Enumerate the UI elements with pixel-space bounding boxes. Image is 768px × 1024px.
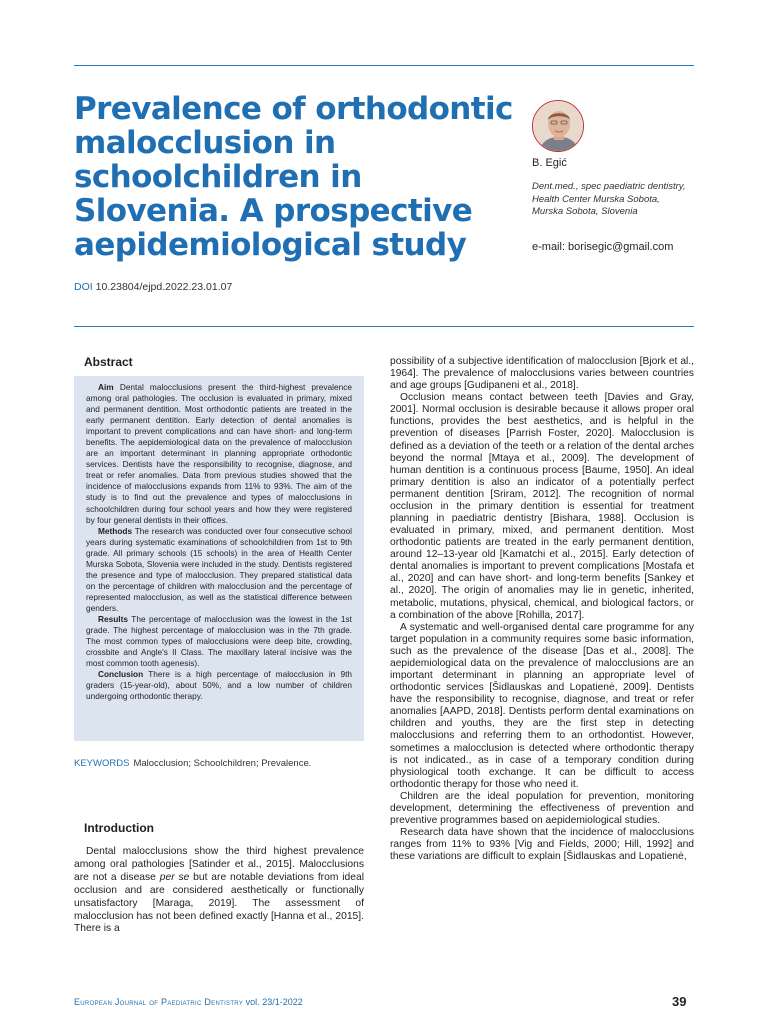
- keywords-label: KEYWORDS: [74, 758, 130, 769]
- volume: 23/1-2022: [262, 997, 303, 1007]
- methods-label: Methods: [98, 525, 133, 536]
- right-column: [390, 356, 694, 863]
- doi[interactable]: [74, 281, 232, 293]
- footer-journal: [74, 997, 303, 1007]
- body-paragraph: Children are the ideal population for prevention, monitoring development, determining the effectiveness of prevention and preventive programmes based on aepidemiological studies.: [390, 790, 694, 826]
- affiliation-line: Murska Sobota, Slovenia: [532, 206, 638, 217]
- journal-name: European Journal of Paediatric Dentistry: [74, 997, 244, 1007]
- introduction-title: Introduction: [84, 821, 154, 835]
- author-email[interactable]: e-mail: borisegic@gmail.com: [532, 241, 674, 253]
- abstract-aim: [86, 382, 352, 526]
- affiliation-line: Dent.med., spec paediatric dentistry,: [532, 181, 686, 192]
- author-affiliation: [532, 181, 685, 219]
- volume-prefix: vol.: [245, 997, 260, 1007]
- abstract-methods: [86, 526, 352, 614]
- article-title: Prevalence of orthodontic malocclusion in schoolchildren in Slovenia. A prospective aepidemiological study: [74, 91, 513, 263]
- author-name: B. Egić: [532, 157, 567, 169]
- intro-text-b: but are notable deviations from ideal occlusion and are considered aesthetically or functionally unsatisfactory [Maraga, 2019]. The assessment of malocclusion has not been defined exactly [Hanna et al., 2015]. There is a: [74, 871, 364, 935]
- body-paragraph: A systematic and well-organised dental care programme for any target population in a community requires some basic information, such as the prevalence of the disease [Das et al., 2008]. The aepidemiological data on the prevalence of malocclusions are an important determinant in planning an appropriate level of orthodontic services [Šidlauskas and Lopatienė, 2009]. Dentists have the responsibility to recognise, diagnose, and treat or refer anomalies [AAPD, 2018]. Dentists perform dental examinations on children and youths, they are the first step in detecting malocclusions and referring them to an orthodontist. However, sometimes a malocclusion is detected where orthodontic therapy is not indicated., as in case of a temporary condition during physiological tooth exchange. It can be difficult to access orthodontic therapy for those who need it.: [390, 621, 694, 790]
- intro-text-em: per se: [159, 871, 190, 883]
- results-label: Results: [98, 613, 128, 624]
- abstract-title: Abstract: [84, 355, 133, 369]
- aim-text: Dental malocclusions present the third-highest prevalence among oral pathologies. The occlusion is evaluated in primary, mixed and permanent dentition. Most orthodontic patients are treated in the early permanent dentition. Early detection of dental anomalies is important to prevent complications and can have short- and long-term benefits. The aepidemiological data on the prevalence of malocclusion are an important determinant in planning appropriate orthodontic services. Dentists have the responsibility to recognise, diagnose, and treat or refer anomalies. Data from previous studies showed that the incidence of malocclusions expands from 11% to 93%. The aim of the study is to find out the prevalence and types of malocclusions in schoolchildren during four school years and how they were registered by four general dentists in their offices.: [86, 382, 352, 525]
- body-paragraph: Research data have shown that the incidence of malocclusions ranges from 11% to 93% [Vig and Fields, 2000; Hill, 1992] and these variations are difficult to explain [Šidlauskas and Lopatienė,: [390, 827, 694, 863]
- aim-label: Aim: [98, 382, 114, 392]
- abstract-conclusion: [86, 669, 352, 702]
- abstract-results: [86, 614, 352, 669]
- intro-text-a: Dental malocclusions show the third highest prevalence among oral pathologies [Satinder et al., 2015]. Malocclusions are not a disease: [74, 846, 364, 883]
- doi-value: 10.23804/ejpd.2022.23.01.07: [95, 281, 233, 293]
- abstract-box: [74, 376, 364, 741]
- affiliation-line: Health Center Murska Sobota,: [532, 193, 660, 205]
- methods-text: The research was conducted over four consecutive school years during systematic examinations of schoolchildren from 1st to 9th grade. All primary schools (15 schools) in the area of Health Center Murska Sobota, Slovenia were included in the study. Dentists registered the presence and type of malocclusion. They prepared statistical data on the percentage of children with malocclusion and the percentage of represented malocclusion, as well as the statistical difference between genders.: [86, 525, 352, 613]
- keywords: [74, 758, 311, 769]
- conclusion-text: There is a high percentage of malocclusion in 9th graders (15-year-old), about 50%, and a low number of children undergoing orthodontic therapy.: [86, 669, 352, 702]
- results-text: The percentage of malocclusion was the lowest in the 1st grade. The highest percentage of malocclusion was in the 7th grade. The most common types of malocclusions were deep bite, crowding, crossbite and Angle's II Class. The maxillary lateral incisive was the most common tooth agenesis).: [86, 613, 352, 669]
- keywords-text: Malocclusion; Schoolchildren; Prevalence.: [133, 758, 312, 769]
- author-photo: [532, 100, 584, 152]
- page-number: 39: [672, 994, 687, 1009]
- introduction-paragraph: [74, 846, 364, 936]
- conclusion-label: Conclusion: [98, 669, 144, 680]
- section-rule: [74, 326, 694, 327]
- doi-label: DOI: [74, 281, 93, 293]
- body-paragraph: possibility of a subjective identification of malocclusion [Bjork et al., 1964]. The prevalence of malocclusions varies between countries and age groups [Gudipaneni et al., 2018].: [390, 356, 694, 392]
- body-paragraph: Occlusion means contact between teeth [Davies and Gray, 2001]. Normal occlusion is desirable because it allows proper oral functions, provides the best aesthetics, and is helpful in the prevention of diseases [Parrish Foster, 2020]. Malocclusion is defined as a deviation of the teeth or a relation of the dental arches beyond the normal [Mtaya et al., 2009]. The development of human dentition is a continuous process [Baume, 1950]. An ideal primary dentition is also an indicator of a potentially perfect permanent dentition [Sriram, 2012]. The recognition of normal occlusion in the primary dentition is essential for treatment planning in paediatric dentistry [Bishara, 1988]. Occlusion is evaluated in primary, mixed, and permanent dentition. Most orthodontic patients are treated in the early permanent dentition, around 12–13-year old [Kamatchi et al., 2015]. Early detection of dental anomalies is important to prevent complications [Mostafa et al., 2020] and can have short- and long-term benefits [Sankey et al., 2020]. The origin of anomalies may lie in genetic, inherited, metabolic, mutations, physical, chemical, and biological factors, or a combination of the above [Rohilla, 2017].: [390, 392, 694, 621]
- top-rule: [74, 65, 694, 66]
